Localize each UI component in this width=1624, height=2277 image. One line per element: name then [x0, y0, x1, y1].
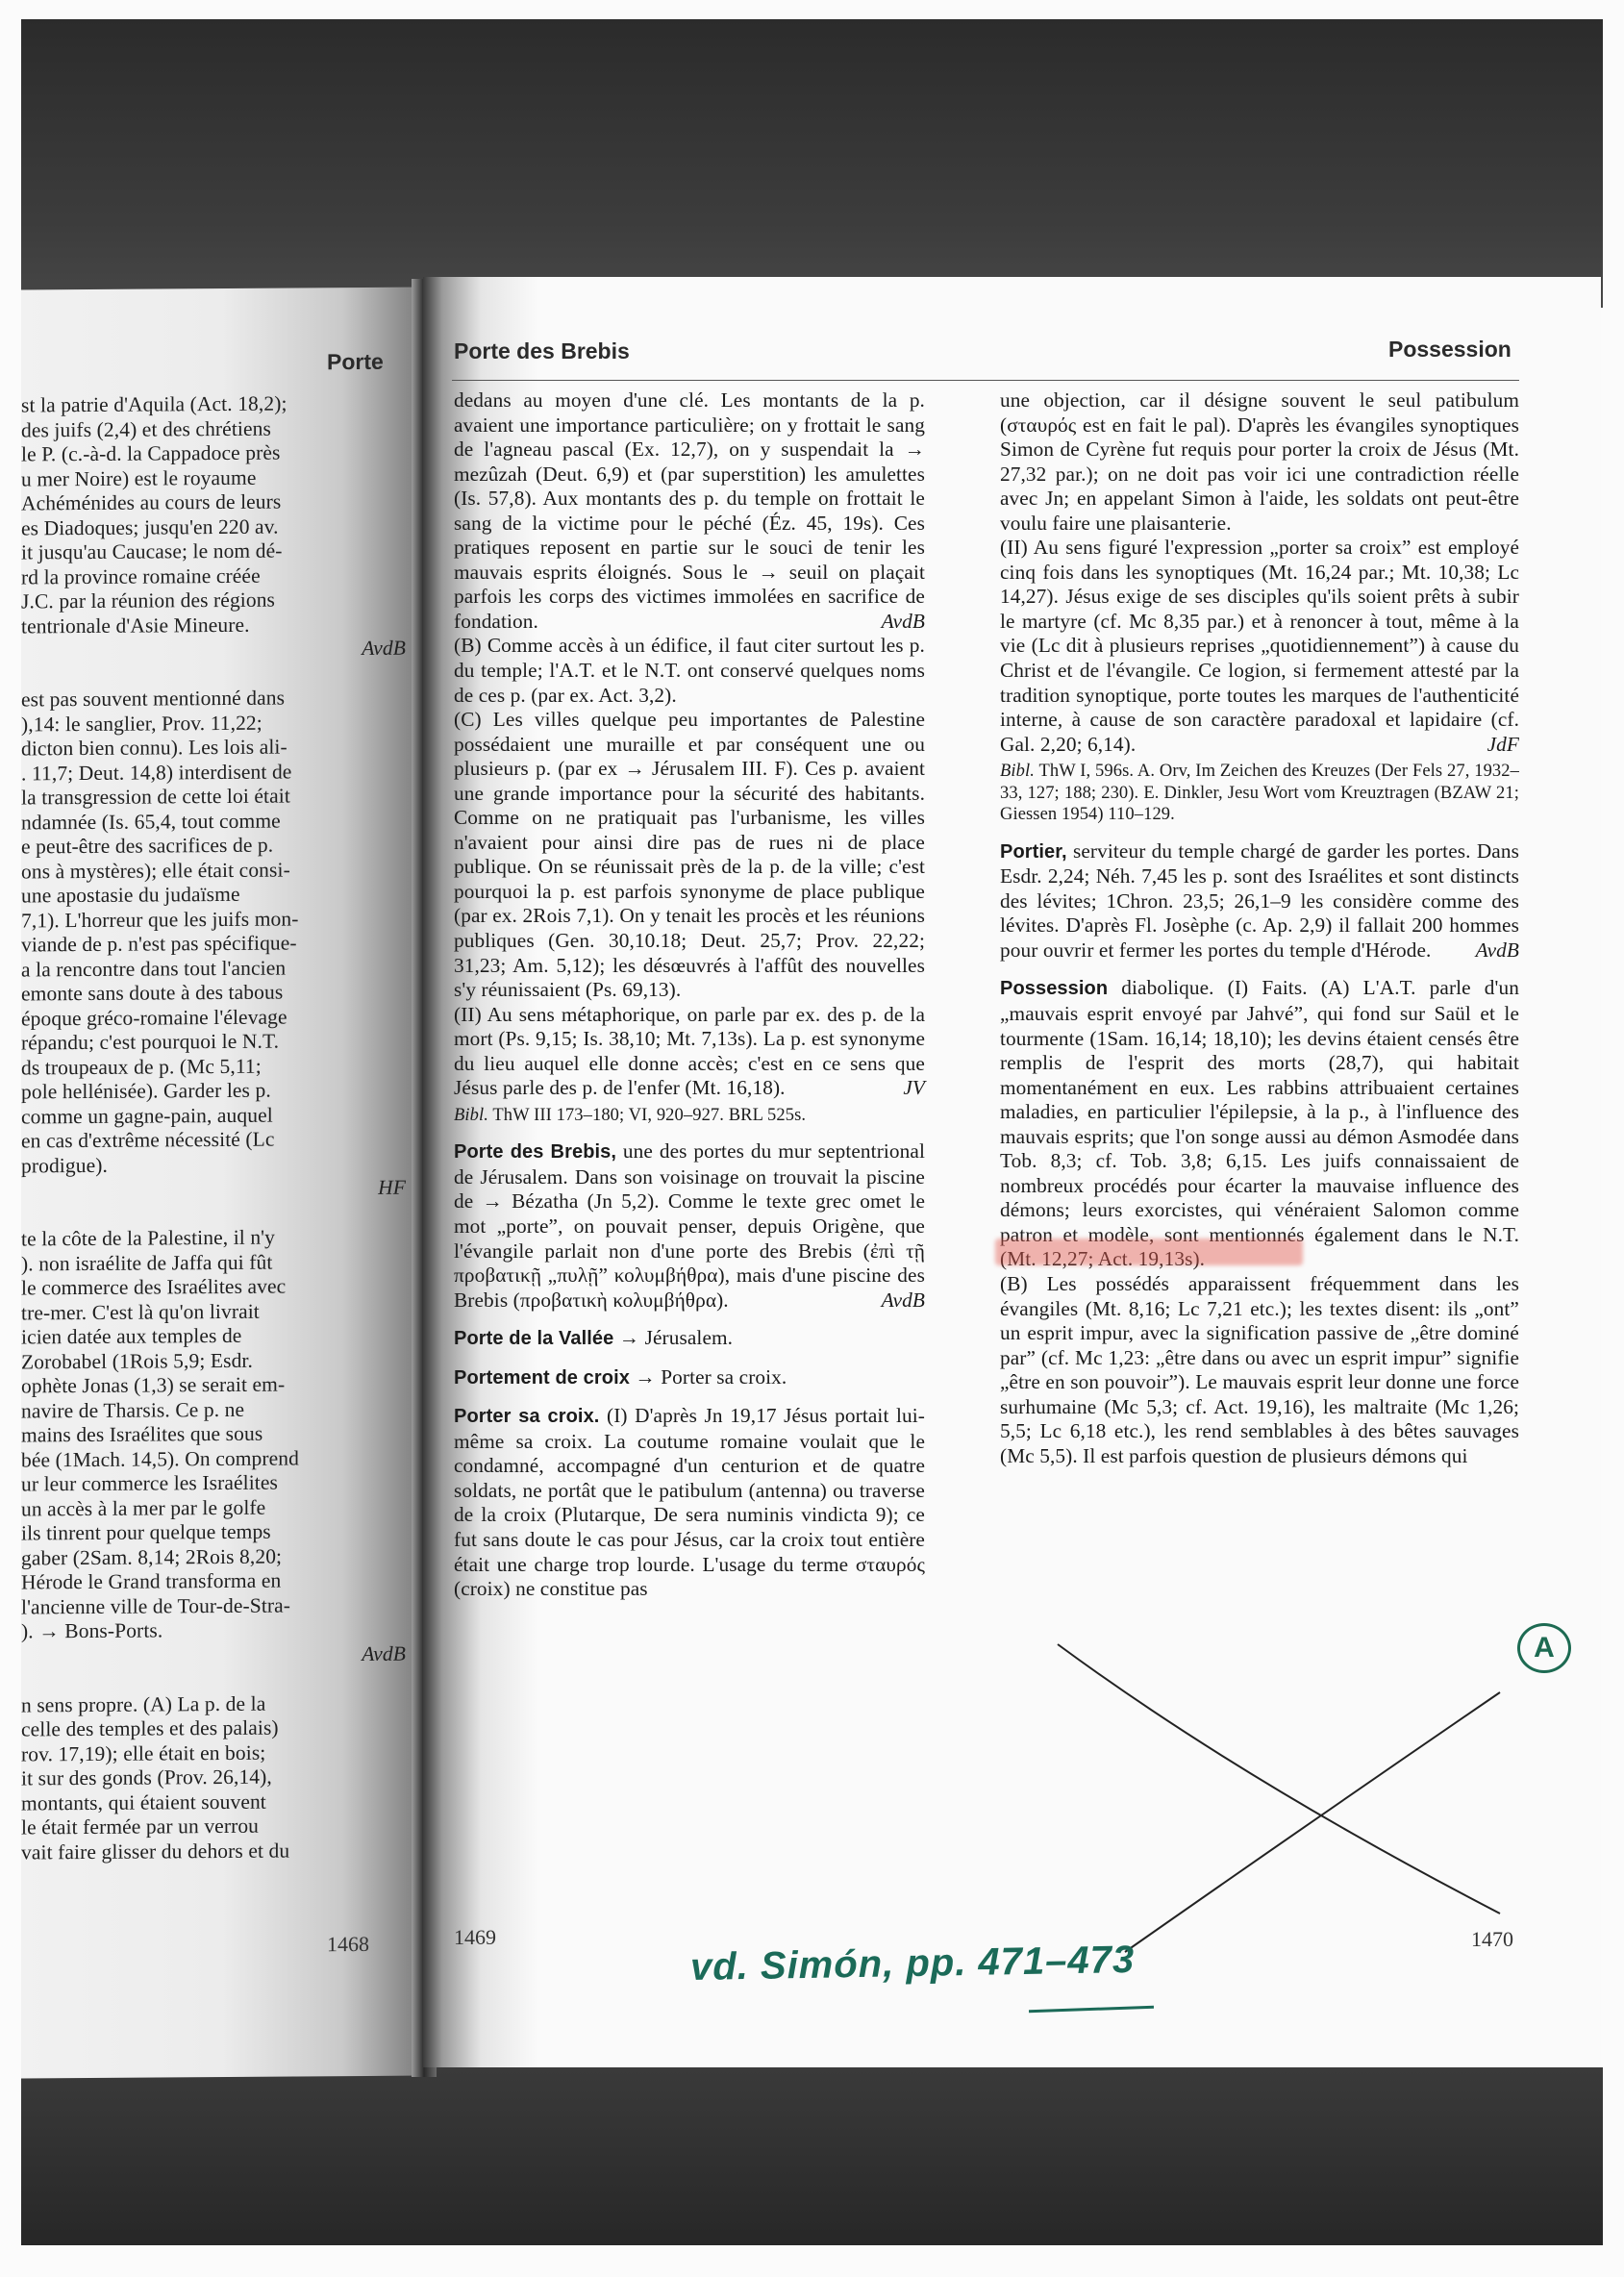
text-line: it sur des gonds (Prov. 26,14),	[21, 1764, 272, 1790]
author-signature: JV	[903, 1076, 925, 1100]
text-line: es Diadoques; jusqu'en 220 av.	[21, 514, 279, 539]
text-line: est pas souvent mentionné dans	[21, 686, 286, 712]
paragraph: (II) Au sens métaphorique, on parle par ex. des p. de la mort (Ps. 9,15; Is. 38,10; Mt. 7,13s). La p. est synonyme du lieu auquel elle donne accès; c'est en ce sens que Jésus parle des p. de l'enfer (Mt. 16,18). JV	[454, 1002, 925, 1100]
entry-term: Possession	[1000, 978, 1109, 1000]
left-running-head: Porte	[327, 348, 384, 375]
text-line: tentrionale d'Asie Mineure.	[21, 613, 250, 638]
paragraph: (B) Comme accès à un édifice, il faut citer surtout les p. du temple; l'A.T. et le N.T. ont conservé quelques noms de ces p. (par ex. Act. 3,2).	[454, 634, 925, 707]
text-line	[21, 1666, 406, 1693]
text-line: Zorobabel (1Rois 5,9; Esdr.	[21, 1348, 253, 1373]
entry-term: Portement de croix	[454, 1366, 630, 1389]
circled-letter-annotation: A	[1517, 1623, 1571, 1673]
text-line: le P. (c.-à-d. la Cappadoce près	[21, 440, 281, 466]
handwritten-note: vd. Simón, pp. 471–473	[689, 1938, 1136, 1989]
pen-cross-out-mark	[1000, 1625, 1538, 1971]
entry-term: Porte des Brebis,	[454, 1141, 617, 1164]
text-line: st la patrie d'Aquila (Act. 18,2);	[21, 391, 287, 417]
page-number-1470: 1470	[1471, 1927, 1513, 1951]
bibliography: Bibl. ThW III 173–180; VI, 920–927. BRL 525s.	[454, 1105, 807, 1125]
scan-background-bottom	[21, 2067, 1603, 2245]
column-1	[454, 388, 925, 1602]
text-line: e peut-être des sacrifices de p.	[21, 833, 274, 859]
text-line: navire de Tharsis. Ce p. ne	[21, 1397, 245, 1422]
text-line: rov. 17,19); elle était en bois;	[21, 1740, 266, 1765]
author-signature: AvdB	[362, 1641, 406, 1665]
paragraph: une objection, car il désigne souvent le seul patibulum (σταυρός est en fait le pal). D'après les évangiles synoptiques Simon de Cyrène fut requis pour porter la croix de Jésus (Mt. 27,32 par.); on ne doit pas voir ici une contradiction réelle avec Jn; en appelant Simon à l'aide, les soldats ont peut-être voulu faire une plaisanterie.	[1000, 388, 1519, 535]
red-highlight-mark	[995, 1239, 1303, 1265]
text-line: Hérode le Grand transforma en	[21, 1568, 282, 1594]
left-page	[21, 288, 423, 2079]
entry-porter-sa-croix: Porter sa croix. (I) D'après Jn 19,17 Jésus portait lui-même sa croix. La coutume romaine voulait que le condamné, accompagné d'un centurion et de quatre soldats, ne portât que le patibulum (antenna) ou traverse de la croix (Plutarque, De sera numinis vindicta 9); ce fut sans doute le cas pour Jésus, car la croix tout entière était une charge trop lourde. L'usage du terme σταυρός (croix) ne constitue pas	[454, 1404, 925, 1601]
text-line: montants, qui étaient souvent	[21, 1789, 266, 1814]
text-line: ),14: le sanglier, Prov. 11,22;	[21, 711, 262, 736]
text-line	[21, 661, 406, 688]
running-head-right: Possession	[1388, 337, 1512, 362]
text-line: ndamnée (Is. 65,4, tout comme	[21, 809, 281, 834]
author-signature: AvdB	[881, 1288, 925, 1312]
text-line: . 11,7; Deut. 14,8) interdisent de	[21, 759, 292, 785]
text-line: ur leur commerce les Israélites	[21, 1470, 278, 1496]
text-line: ons à mystères); elle était consi-	[21, 858, 290, 883]
bibliography: Bibl. ThW I, 596s. A. Orv, Im Zeichen des Kreuzes (Der Fels 27, 1932–33, 127; 188; 230). E. Dinkler, Jesu Wort vom Kreuztragen (BZAW 21; Giessen 1954) 110–129.	[1000, 762, 1519, 825]
text-line: ds troupeaux de p. (Mc 5,11;	[21, 1054, 262, 1079]
text-line: époque gréco-romaine l'élevage	[21, 1005, 287, 1030]
text-line: viande de p. n'est pas spécifique-	[21, 931, 297, 957]
text-line: 7,1). L'horreur que les juifs mon-	[21, 906, 299, 932]
text-line: icien datée aux temples de	[21, 1323, 242, 1349]
text-line: des juifs (2,4) et des chrétiens	[21, 416, 271, 441]
text-line: pole hellénisée). Garder les p.	[21, 1078, 271, 1104]
text-line: répandu; c'est pourquoi le N.T.	[21, 1029, 280, 1055]
text-line: vait faire glisser du dehors et du	[21, 1839, 290, 1864]
author-signature: AvdB	[1475, 938, 1519, 962]
entry-term: Porte de la Vallée	[454, 1328, 614, 1350]
entry-porte-des-brebis: Porte des Brebis, une des portes du mur septentrional de Jérusalem. Dans son voisinage on trouvait la piscine de → Bézatha (Jn 5,2). Comme le texte grec omet le mot „porte”, on pouvait penser, depuis Origène, que l'évangile parlait non d'une porte des Brebis (ἐπὶ τῇ προβατικῇ „πυλῇ” κολυμβήθρα), mais d'une piscine des Brebis (προβατικὴ κολυμβήθρα). AvdB	[454, 1139, 925, 1312]
header-rule	[452, 380, 1519, 381]
text-line: une apostasie du judaïsme	[21, 882, 240, 908]
text-line: prodigue).	[21, 1153, 108, 1177]
text-line	[21, 1200, 406, 1227]
author-signature: AvdB	[881, 609, 925, 633]
entry-porte-de-la-vallee: Porte de la Vallée → Jérusalem.	[454, 1326, 734, 1350]
text-line: celle des temples et des palais)	[21, 1715, 279, 1741]
text-line: u mer Noire) est le royaume	[21, 465, 257, 490]
text-line: bée (1Mach. 14,5). On comprend	[21, 1445, 299, 1471]
text-line: le commerce des Israélites avec	[21, 1274, 287, 1300]
paragraph: (C) Les villes quelque peu importantes de Palestine possédaient une muraille et par conséquent une ou plusieurs p. (par ex → Jérusalem III. F). Ces p. avaient une grande importance pour la sécurité des habitants. Comme on ne pratiquait pas l'urbanisme, les villes n'avaient pour ainsi dire pas de rues ni de place publique. On se réunissait près de la p. de la ville; c'est pourquoi la p. est parfois synonyme de place publique (par ex. 2Rois 7,1). On y tenait les procès et les réunions publiques (Gen. 30,10.18; Deut. 25,7; Prov. 22,22; 31,23; Am. 5,12); les désœuvrés à l'affût des nouvelles s'y réunissaient (Ps. 69,13).	[454, 708, 925, 1002]
entry-portier: Portier, serviteur du temple chargé de garder les portes. Dans Esdr. 2,24; Néh. 7,45 les p. sont des Israélites et sont distincts des lévites; 1Chron. 23,5; 26,1–9 les considère comme des lévites. D'après Fl. Josèphe (c. Ap. 2,9) il fallait 200 hommes pour ouvrir et fermer les portes du temple d'Hérode. AvdB	[1000, 838, 1519, 962]
page-number-1469: 1469	[454, 1925, 496, 1949]
paragraph: (B) Les possédés apparaissent fréquemment dans les évangiles (Mt. 8,16; Lc 7,21 etc.); les textes disent: ils „ont” un esprit impur, avec la signification passive de „être dominé par” (cf. Mc 1,23: „être dans ou avec un esprit impur” signifie „être en son pouvoir”). Le mauvais esprit leur donne une force surhumaine (Mc 5,3; cf. Act. 19,16), les maltraite (Mc 1,26; 5,5; Lc 6,18 etc.), les rend semblables à des bêtes sauvages (Mc 5,5). Il est parfois question de plusieurs démons qui	[1000, 1272, 1519, 1467]
entry-term: Porter sa croix.	[454, 1406, 600, 1428]
text-line: la transgression de cette loi était	[21, 784, 290, 810]
text-line: mains des Israélites que sous	[21, 1421, 263, 1447]
text-line: un accès à la mer par le golfe	[21, 1495, 266, 1520]
left-page-number: 1468	[327, 1931, 369, 1957]
entry-possession: Possession diabolique. (I) Faits. (A) L'A.T. parle d'un „mauvais esprit envoyé par Jahvé”, qui fond sur Saül et le tourmente (1Sam. 16,14; 18,10); les devins étaient censés être remplis de l'esprit des morts (28,7), qui habitait momentanément en eux. Les rabbins attribuaient certaines maladies, en particulier l'épilepsie, à la p., à l'influence des mauvais esprits; que l'on songe aussi au démon Asmodée dans Tob. 8,3; cf. Tob. 3,8; 6,15. Les juifs connaissaient de nombreux procédés pour écarter la mauvaise influence des démons; leurs exorcistes, qui vénéraient Salomon comme patron et modèle, sont mentionnés également dans le N.T. (Mt. 12,27; Act. 19,13s).	[1000, 976, 1519, 1271]
entry-portement-de-croix: Portement de croix → Porter sa croix.	[454, 1364, 787, 1389]
text-line: te la côte de la Palestine, il n'y	[21, 1225, 275, 1251]
text-line: le était fermée par un verrou	[21, 1814, 260, 1839]
text-line: J.C. par la réunion des régions	[21, 588, 276, 613]
text-line: ). → Bons-Ports.	[21, 1618, 163, 1643]
running-head-left: Porte des Brebis	[454, 338, 630, 363]
text-line: l'ancienne ville de Tour-de-Stra-	[21, 1593, 291, 1618]
text-line: a la rencontre dans tout l'ancien	[21, 956, 287, 981]
left-page-text	[21, 391, 406, 1865]
text-line: tre-mer. C'est là qu'on livrait	[21, 1299, 260, 1324]
text-line: ). non israélite de Jaffa qui fût	[21, 1250, 273, 1275]
column-2	[1000, 388, 1519, 1468]
text-line: n sens propre. (A) La p. de la	[21, 1691, 266, 1716]
entry-term: Portier,	[1000, 840, 1067, 863]
text-line: rd la province romaine créée	[21, 563, 261, 588]
text-line: ophète Jonas (1,3) se serait em-	[21, 1372, 286, 1398]
text-line: ils tinrent pour quelque temps	[21, 1519, 271, 1545]
paragraph: (II) Au sens figuré l'expression „porter sa croix” est employé cinq fois dans les synoptiques (Mt. 16,24 par.; Mt. 10,38; Lc 14,27). Jésus exige de ses disciples qu'ils soient prêts à subir le martyre (cf. Mc 8,35 par.) et à renoncer à tout, même à la vie (Lc dit à plusieurs reprises „quotidiennement”) à cause du Christ et de l'évangile. Ce logion, si fermement attesté par la tradition synoptique, porte toutes les marques de l'authenticité interne, à cause de son caractère paradoxal et lapidaire (cf. Gal. 2,20; 6,14). JdF	[1000, 536, 1519, 756]
paragraph: dedans au moyen d'une clé. Les montants de la p. avaient une importance particulière; on y frottait le sang de l'agneau pascal (Ex. 12,7), on y suspendait la → mezûzah (Deut. 6,9) et (par superstition) les amulettes (Is. 57,8). Aux montants des p. du temple on frottait le sang de la victime pour le péché (Éz. 45, 19s). Ces pratiques reposent en partie sur le souci de tenir les mauvais esprits éloignés. Sous le → seuil on plaçait parfois les corps des victimes immolées en sacrifice de fondation. AvdB	[454, 388, 925, 633]
author-signature: JdF	[1487, 732, 1519, 756]
text-line: gaber (2Sam. 8,14; 2Rois 8,20;	[21, 1544, 283, 1569]
text-line: en cas d'extrême nécessité (Lc	[21, 1127, 275, 1153]
text-line: it jusqu'au Caucase; le nom dé-	[21, 538, 283, 564]
text-line: comme un gagne-pain, auquel	[21, 1103, 273, 1128]
text-line: emonte sans doute à des tabous	[21, 980, 284, 1006]
text-line: dicton bien connu). Les lois ali-	[21, 735, 287, 761]
author-signature: AvdB	[362, 636, 406, 660]
author-signature: HF	[378, 1175, 406, 1199]
scan-background-top	[21, 19, 1603, 308]
text-line: Achéménides au cours de leurs	[21, 489, 282, 515]
